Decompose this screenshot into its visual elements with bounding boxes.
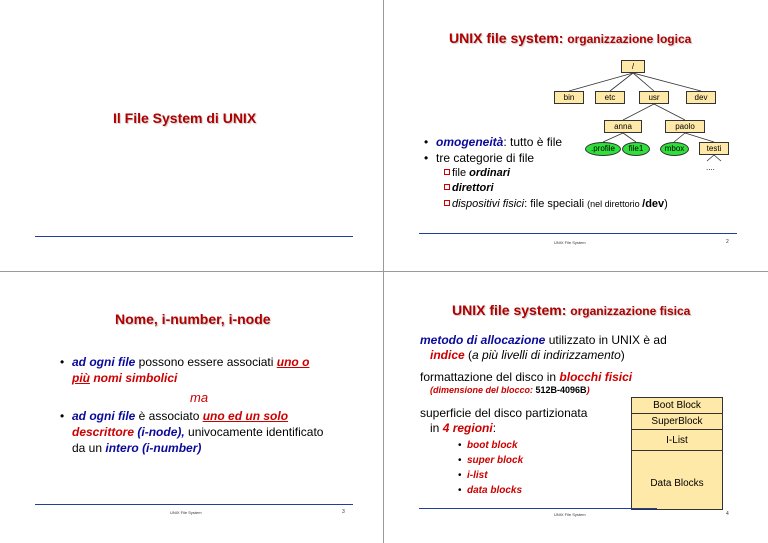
- tree-node-dev: dev: [686, 91, 716, 104]
- region-super-block: • super block: [458, 455, 524, 466]
- block-data: Data Blocks: [650, 478, 704, 489]
- tree-node-bin: bin: [554, 91, 584, 104]
- region-data-blocks: • data blocks: [458, 485, 523, 496]
- page-number: 4: [726, 511, 729, 517]
- title-sub: organizzazione fisica: [570, 304, 691, 318]
- slide-1: [0, 0, 383, 271]
- tree-file-file1: file1: [622, 142, 650, 156]
- subbullet-dispositivi: dispositivi fisici: file speciali (nel direttorio /dev): [444, 198, 668, 210]
- tree-node-anna: anna: [604, 120, 642, 133]
- footer-line: [419, 508, 657, 509]
- region-i-list: • i-list: [458, 470, 488, 481]
- para-formattazione: formattazione del disco in blocchi fisici: [420, 370, 633, 384]
- block-boot: Boot Block: [632, 398, 722, 414]
- para-dimensione-blocco: (dimensione del blocco: 512B-4096B): [430, 385, 590, 395]
- subbullet-file-ordinari: file ordinari: [444, 167, 510, 179]
- footer-line: [419, 233, 737, 234]
- slide-4-title: [452, 302, 690, 318]
- footer-line: [35, 236, 353, 237]
- slide-2: [384, 0, 767, 271]
- tree-more-dots: ....: [706, 163, 715, 172]
- block-superblock: SuperBlock: [632, 414, 722, 430]
- bullet-inode: • ad ogni file è associato uno ed un solo descrittore (i-node), univocamente identificato da un intero (i-number): [60, 409, 324, 455]
- ma-label: ma: [190, 390, 209, 405]
- tree-node-etc: etc: [595, 91, 625, 104]
- footer-text: UNIX File System: [170, 510, 202, 515]
- para-superficie: superficie del disco partizionata in 4 regioni:: [420, 406, 588, 435]
- region-boot-block: • boot block: [458, 440, 518, 451]
- footer-line: [35, 504, 353, 505]
- tree-node-testi: testi: [699, 142, 729, 155]
- subbullet-direttori: direttori: [444, 182, 494, 194]
- title-sub: organizzazione logica: [567, 32, 692, 46]
- tree-node-paolo: paolo: [665, 120, 705, 133]
- disk-layout-diagram: [631, 397, 723, 510]
- slide-4: [384, 272, 767, 543]
- block-ilist: I-List: [632, 430, 722, 451]
- tree-node-usr: usr: [639, 91, 669, 104]
- bullet-nomi-simbolici: • ad ogni file possono essere associati uno o più nomi simbolici: [60, 355, 310, 385]
- page-number: 2: [726, 239, 729, 245]
- footer-text: UNIX File System: [554, 512, 586, 517]
- bullet-omogeneita: • omogeneità: tutto è file: [424, 135, 563, 149]
- slide-1-title: Il File System di UNIX: [113, 110, 257, 126]
- footer-text: UNIX File System: [554, 240, 586, 245]
- tree-node-root: /: [621, 60, 645, 73]
- tree-file-profile: .profile: [585, 142, 621, 156]
- slide-3: [0, 272, 383, 543]
- tree-file-mbox: mbox: [660, 142, 689, 156]
- bullet-tre-categorie: • tre categorie di file: [424, 151, 535, 165]
- title-main: UNIX file system:: [452, 302, 567, 318]
- para-metodo-allocazione: metodo di allocazione utilizzato in UNIX è ad indice (a più livelli di indirizzamento): [420, 333, 667, 362]
- page-number: 3: [342, 509, 345, 515]
- title-main: UNIX file system:: [449, 30, 564, 46]
- slide-3-title: Nome, i-number, i-node: [115, 311, 271, 327]
